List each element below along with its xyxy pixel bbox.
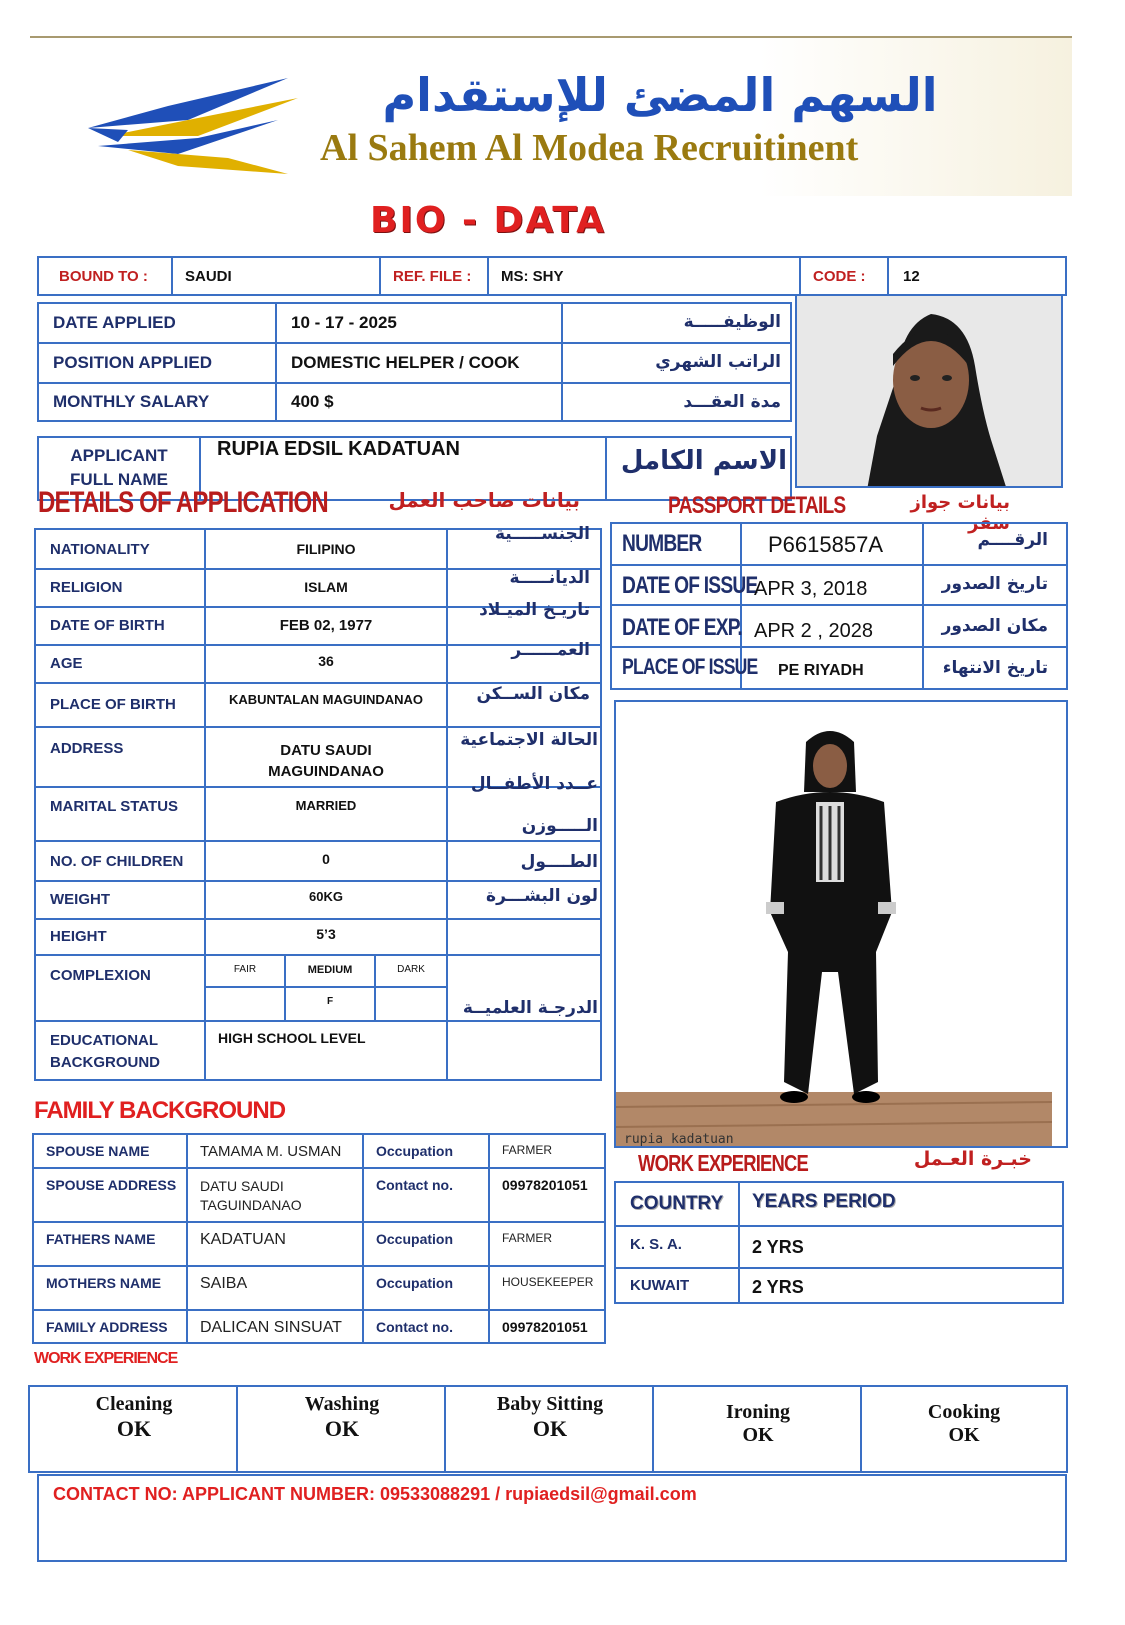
skill-cooking: Cooking OK bbox=[927, 1401, 1001, 1446]
dob-label: DATE OF BIRTH bbox=[50, 616, 165, 634]
complexion-mark: F bbox=[326, 996, 334, 1007]
religion-label: RELIGION bbox=[50, 578, 123, 596]
weight-label: WEIGHT bbox=[50, 890, 110, 908]
header-banner bbox=[30, 36, 1072, 196]
spouse-contact-value: 09978201051 bbox=[502, 1177, 588, 1193]
family-address-value: DALICAN SINSUAT bbox=[200, 1319, 342, 1336]
page-title: BIO - DATA bbox=[370, 200, 607, 241]
ref-file-value: MS: SHY bbox=[501, 267, 564, 285]
spouse-address-label: SPOUSE ADDRESS bbox=[46, 1177, 177, 1193]
place-of-birth-label: PLACE OF BIRTH bbox=[50, 695, 176, 713]
family-contact-label: Contact no. bbox=[376, 1319, 453, 1335]
family-table bbox=[32, 1133, 606, 1344]
work-exp-section-title-arabic: خبـرة العـمل bbox=[913, 1148, 1032, 1170]
issue-date-arabic: تاريخ الصدور bbox=[941, 574, 1048, 594]
religion-arabic: الديانـــــة bbox=[509, 568, 590, 588]
spouse-occupation-label: Occupation bbox=[376, 1143, 454, 1159]
fullname-value: RUPIA EDSIL KADATUAN bbox=[217, 438, 460, 460]
work-country-1: K. S. A. bbox=[630, 1236, 682, 1253]
work-exp-section-title: WORK EXPERIENCE bbox=[638, 1150, 808, 1176]
height-value: 5’3 bbox=[316, 926, 336, 942]
spouse-contact-label: Contact no. bbox=[376, 1177, 453, 1193]
complexion-medium: MEDIUM bbox=[307, 964, 353, 976]
spouse-name-label: SPOUSE NAME bbox=[46, 1143, 150, 1159]
spouse-name-value: TAMAMA M. USMAN bbox=[200, 1143, 342, 1160]
work-experience-table bbox=[614, 1181, 1064, 1304]
marital-status-label: MARITAL STATUS bbox=[50, 798, 179, 815]
application-table bbox=[37, 302, 792, 422]
ref-file-label: REF. FILE : bbox=[393, 267, 472, 285]
position-value: DOMESTIC HELPER / COOK bbox=[291, 353, 520, 372]
address-arabic-2: عــدد الأطفــال bbox=[470, 774, 598, 794]
bound-to-label: BOUND TO : bbox=[59, 267, 148, 285]
dob-arabic: تاريـخ الميـلاد bbox=[479, 600, 590, 620]
education-label: EDUCATIONAL BACKGROUND bbox=[50, 1032, 160, 1071]
father-occupation-value: FARMER bbox=[502, 1231, 553, 1245]
passport-number-value: P6615857A bbox=[768, 532, 883, 557]
mother-name-label: MOTHERS NAME bbox=[46, 1275, 162, 1291]
details-table bbox=[34, 524, 602, 1081]
salary-arabic: مدة العقـــد bbox=[683, 392, 781, 412]
bound-to-value: SAUDI bbox=[185, 267, 232, 285]
marital-status-arabic: الـــــوزن bbox=[521, 816, 598, 836]
family-section-title: FAMILY BACKGROUND bbox=[34, 1097, 286, 1124]
code-label: CODE : bbox=[813, 267, 866, 285]
place-of-issue-value: PE RIYADH bbox=[778, 662, 864, 679]
skill-ironing: Ironing OK bbox=[725, 1401, 791, 1446]
dob-value: FEB 02, 1977 bbox=[279, 617, 373, 634]
work-years-2: 2 YRS bbox=[752, 1277, 804, 1297]
complexion-label: COMPLEXION bbox=[50, 967, 151, 984]
details-section-title: DETAILS OF APPLICATION bbox=[38, 486, 328, 519]
children-value: 0 bbox=[322, 851, 330, 867]
contact-box bbox=[37, 1474, 1067, 1562]
date-applied-label: DATE APPLIED bbox=[53, 313, 176, 332]
complexion-fair: FAIR bbox=[233, 964, 257, 975]
work-years-1: 2 YRS bbox=[752, 1237, 804, 1257]
passport-number-label: NUMBER bbox=[622, 530, 702, 557]
date-applied-value: 10 - 17 - 2025 bbox=[291, 313, 397, 332]
issue-date-label: DATE OF ISSUE bbox=[622, 572, 758, 599]
place-of-birth-value: KABUNTALAN MAGUINDANAO bbox=[228, 692, 424, 707]
salary-label: MONTHLY SALARY bbox=[53, 392, 210, 411]
father-name-label: FATHERS NAME bbox=[46, 1231, 156, 1247]
applicant-full-body-photo bbox=[614, 700, 1068, 1148]
work-country-header: COUNTRY bbox=[630, 1193, 724, 1214]
weight-value: 60KG bbox=[309, 889, 343, 904]
company-logo bbox=[88, 58, 328, 178]
complexion-dark: DARK bbox=[397, 964, 425, 975]
position-arabic: الراتب الشهري bbox=[655, 352, 781, 372]
nationality-value: FILIPINO bbox=[296, 541, 356, 557]
position-label: POSITION APPLIED bbox=[53, 353, 213, 372]
father-name-value: KADATUAN bbox=[200, 1231, 286, 1248]
work-years-header: YEARS PERIOD bbox=[752, 1191, 896, 1212]
issue-date-value: APR 3, 2018 bbox=[754, 578, 868, 600]
address-label: ADDRESS bbox=[50, 740, 124, 757]
date-applied-arabic: الوظيفـــــة bbox=[683, 312, 781, 332]
address-value: DATU SAUDI MAGUINDANAO bbox=[268, 742, 384, 780]
passport-section-title-arabic: بيانات جواز سفر bbox=[910, 492, 1010, 534]
age-value: 36 bbox=[318, 653, 334, 669]
height-label: HEIGHT bbox=[50, 927, 107, 945]
nationality-label: NATIONALITY bbox=[50, 540, 150, 558]
passport-number-arabic: الرقــــم bbox=[977, 530, 1048, 550]
photo-caption: rupia kadatuan bbox=[624, 1132, 734, 1147]
age-label: AGE bbox=[50, 654, 83, 672]
education-value: HIGH SCHOOL LEVEL bbox=[218, 1030, 366, 1046]
spouse-address-value: DATU SAUDI TAGUINDANAO bbox=[200, 1178, 302, 1213]
mother-occupation-label: Occupation bbox=[376, 1275, 454, 1291]
passport-section-title: PASSPORT DETAILS bbox=[668, 492, 846, 519]
address-arabic: الحالة الاجتماعية bbox=[460, 730, 598, 750]
fullname-arabic: الاسم الكامل bbox=[620, 446, 787, 476]
place-of-issue-label: PLACE OF ISSUE bbox=[622, 654, 758, 679]
salary-value: 400 $ bbox=[291, 392, 334, 411]
company-name-arabic: السهم المضئ للإستقدام bbox=[382, 68, 938, 122]
place-of-birth-arabic: مكان الســكن bbox=[476, 684, 590, 704]
fullname-label: APPLICANT FULL NAME bbox=[70, 446, 168, 489]
marital-status-value: MARRIED bbox=[295, 798, 357, 813]
place-of-issue-arabic: تاريخ الانتهاء bbox=[942, 658, 1048, 678]
family-address-label: FAMILY ADDRESS bbox=[46, 1319, 168, 1335]
skills-table bbox=[28, 1385, 1068, 1473]
weight-arabic: لون البشـــرة bbox=[486, 886, 598, 906]
skill-washing: Washing OK bbox=[304, 1393, 380, 1441]
mother-name-value: SAIBA bbox=[200, 1275, 248, 1292]
exp-date-label: DATE OF EXP. bbox=[622, 614, 742, 641]
company-name-english: Al Sahem Al Modea Recruitinent bbox=[320, 127, 859, 169]
mother-occupation-value: HOUSEKEEPER bbox=[502, 1275, 594, 1289]
exp-date-value: APR 2 , 2028 bbox=[754, 620, 873, 642]
children-label: NO. OF CHILDREN bbox=[50, 852, 184, 870]
religion-value: ISLAM bbox=[304, 579, 348, 595]
age-arabic: العمــــــر bbox=[511, 640, 590, 660]
spouse-occupation-value: FARMER bbox=[502, 1143, 553, 1157]
top-row bbox=[37, 256, 1067, 296]
applicant-headshot bbox=[795, 294, 1063, 488]
education-arabic: الدرجـة العلميــة bbox=[462, 998, 598, 1018]
children-arabic: الطــــول bbox=[520, 852, 598, 872]
skill-baby-sitting: Baby Sitting OK bbox=[496, 1393, 604, 1441]
father-occupation-label: Occupation bbox=[376, 1231, 454, 1247]
details-section-title-arabic: بيانات صاحب العمل bbox=[388, 488, 580, 512]
skill-cleaning: Cleaning OK bbox=[95, 1393, 173, 1441]
exp-date-arabic: مكان الصدور bbox=[941, 616, 1048, 636]
work-country-2: KUWAIT bbox=[630, 1277, 690, 1294]
contact-info: CONTACT NO: APPLICANT NUMBER: 09533088291 / rupiaedsil@gmail.com bbox=[53, 1484, 697, 1504]
nationality-arabic: الجنســـــية bbox=[494, 524, 590, 544]
passport-table bbox=[610, 522, 1068, 690]
code-value: 12 bbox=[903, 267, 920, 285]
work-exp-bottom-title: WORK EXPERIENCE bbox=[34, 1350, 178, 1367]
family-contact-value: 09978201051 bbox=[502, 1319, 588, 1335]
